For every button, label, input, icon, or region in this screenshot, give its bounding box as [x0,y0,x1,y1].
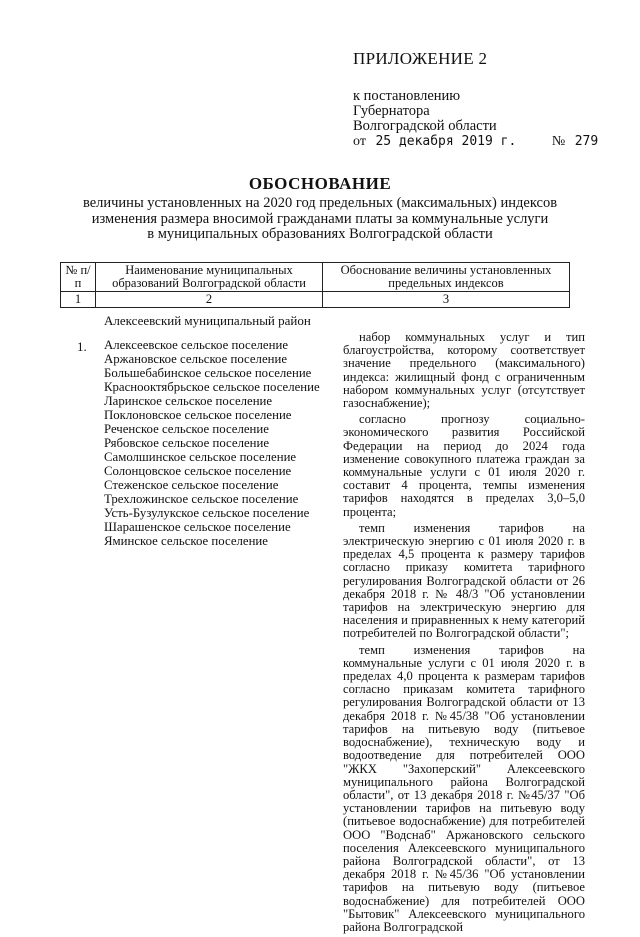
col-number-2: 2 [96,292,323,308]
subtitle-line-3: в муниципальных образованиях Волгоградской области [147,226,493,242]
date-prefix: от [353,134,366,149]
subtitle-line-1: величины установленных на 2020 год предельных (максимальных) индексов [82,195,558,211]
list-item: Усть-Бузулукское сельское поселение [104,506,310,520]
list-item: Ларинское сельское поселение [104,394,273,408]
justification-paragraph-1: набор коммунальных услуг и тип благоустройства, которому соответствует значение предельного (максимального) индекса: жилищный фонд с ограниченным набором коммунальных услуг (отсутствует газоснабжение); [343,330,585,411]
list-item: Стеженское сельское поселение [104,478,279,492]
list-item: Аржановское сельское поселение [104,352,287,366]
col-number-1: 1 [61,292,96,308]
number-prefix: № [551,134,566,149]
appendix-label: ПРИЛОЖЕНИЕ 2 [353,49,488,68]
number-value: 279 [574,134,599,149]
justification-paragraph-2: согласно прогнозу социально-экономического развития Российской Федерации на период до 2024 года изменение совокупного платежа граждан за коммунальные услуги с 01 июля 2020 г. составит 4 процента, темпы изменения тарифов находятся в пределах 3,0–5,0 процента; [343,412,585,519]
table-number-row [61,292,570,308]
list-item: Реченское сельское поселение [104,422,269,436]
col-header-municipality: Наименование муниципальных образований Волгоградской области [96,263,323,292]
list-item: Самолшинское сельское поселение [104,450,297,464]
list-item: Трехложинское сельское поселение [104,492,299,506]
list-item: Рябовское сельское поселение [104,436,270,450]
date-number-line [353,134,598,150]
row-number: 1. [77,339,87,354]
date-value: 25 декабря 2019 г. [375,134,517,149]
list-item: Шарашенское сельское поселение [104,520,291,534]
col-header-justification: Обоснование величины установленных предельных индексов [323,263,570,292]
header-table [60,262,570,308]
table-header-row [61,263,570,292]
col-header-number: № п/п [61,263,96,292]
settlement-list [104,338,320,548]
list-item: Краснооктябрьское сельское поселение [104,380,320,394]
district-heading: Алексеевский муниципальный район [104,313,311,328]
document-subtitle [80,196,560,243]
governor-line: Губернатора [353,103,430,119]
justification-text [343,331,585,937]
to-resolution-line: к постановлению [353,88,461,104]
list-item: Яминское сельское поселение [104,534,268,548]
document-title: ОБОСНОВАНИЕ [248,174,392,193]
region-line: Волгоградской области [353,118,497,134]
list-item: Большебабинское сельское поселение [104,366,312,380]
list-item: Алексеевское сельское поселение [104,338,288,352]
list-item: Солонцовское сельское поселение [104,464,292,478]
list-item: Поклоновское сельское поселение [104,408,292,422]
subtitle-line-2: изменения размера вносимой гражданами платы за коммунальные услуги [91,210,549,227]
justification-paragraph-3: темп изменения тарифов на электрическую энергию с 01 июля 2020 г. в пределах 4,5 процента к размеру тарифов согласно приказу комитета тарифного регулирования Волгоградской области от 26 декабря 2018 г. № 48/3 "Об установлении тарифов на электрическую энергию для населения и приравненных к нему категорий потребителей по Волгоградской области"; [343,520,585,641]
col-number-3: 3 [323,292,570,308]
justification-paragraph-4: темп изменения тарифов на коммунальные услуги с 01 июля 2020 г. в пределах 4,0 процента к размерам тарифов согласно приказам комитета тарифного регулирования Волгоградской области от 13 декабря 2018 г. №45/38 "Об установлении тарифов на питьевую воду (питьевое водоснабжение), техническую воду и водоотведение для потребителей ООО "ЖКХ "Захоперский" Алексеевского муниципального района Волгоградской области", от 13 декабря 2018 г. №45/37 "Об установлении тарифов на питьевую воду (питьевое водоснабжение) для потребителей ООО "Водснаб" Аржановского сельского поселения Алексеевского муниципального района Волгоградской области", от 13 декабря 2018 г. №45/36 "Об установлении тарифов на питьевую воду (питьевое водоснабжение) для потребителей ООО "Бытовик" Алексеевского муниципального района Волгоградской [343,642,585,934]
